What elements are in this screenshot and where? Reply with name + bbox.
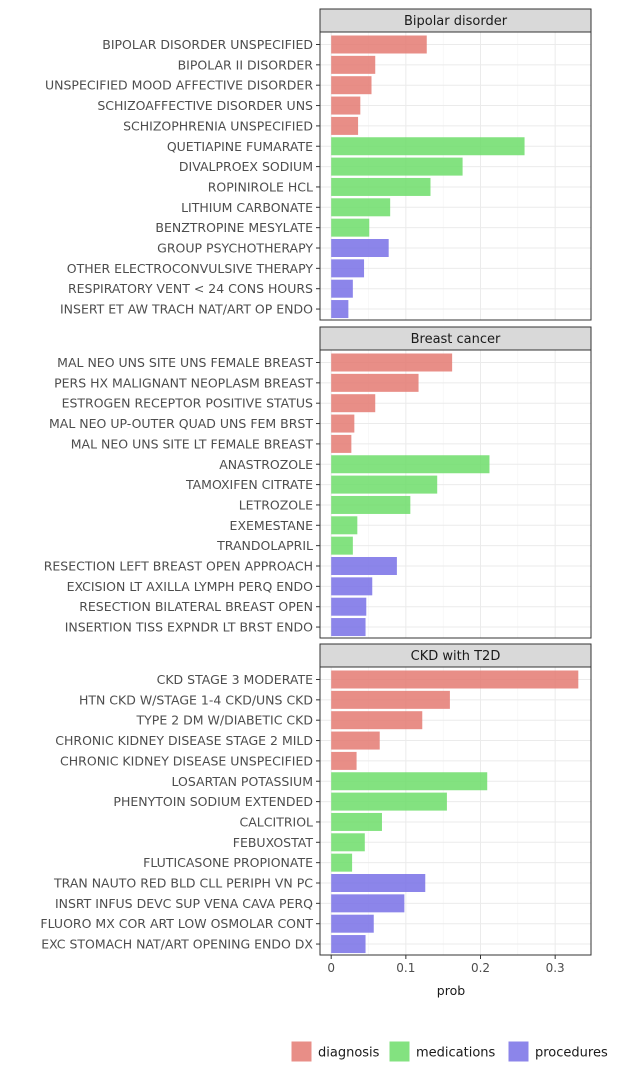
y-tick-label: ESTROGEN RECEPTOR POSITIVE STATUS bbox=[61, 395, 313, 411]
x-axis-title: prob bbox=[436, 983, 466, 998]
y-tick-label: RESECTION BILATERAL BREAST OPEN bbox=[79, 599, 313, 615]
bar-procedures bbox=[331, 577, 372, 595]
bar-medications bbox=[331, 496, 410, 514]
facet-panel bbox=[45, 9, 591, 320]
facet-title: Breast cancer bbox=[410, 332, 501, 347]
y-tick-label: INSERT ET AW TRACH NAT/ART OP ENDO bbox=[60, 301, 313, 317]
bar-diagnosis bbox=[331, 671, 578, 689]
y-tick-label: UNSPECIFIED MOOD AFFECTIVE DISORDER bbox=[45, 77, 313, 93]
bar-diagnosis bbox=[331, 374, 418, 392]
bar-procedures bbox=[331, 280, 353, 298]
bar-diagnosis bbox=[331, 732, 380, 750]
bar-procedures bbox=[331, 259, 364, 277]
bar-medications bbox=[331, 833, 365, 851]
bar-diagnosis bbox=[331, 97, 360, 115]
bar-procedures bbox=[331, 915, 374, 933]
y-tick-label: INSRT INFUS DEVC SUP VENA CAVA PERQ bbox=[54, 895, 313, 911]
legend-label-procedures: procedures bbox=[535, 1045, 608, 1061]
bar-diagnosis bbox=[331, 56, 375, 74]
bar-medications bbox=[331, 516, 357, 534]
facet-title: CKD with T2D bbox=[410, 649, 501, 664]
legend bbox=[291, 1041, 608, 1062]
y-tick-label: RESECTION LEFT BREAST OPEN APPROACH bbox=[43, 558, 313, 574]
x-tick-label: 0 bbox=[327, 961, 336, 975]
bar-medications bbox=[331, 476, 437, 494]
y-tick-label: FLUORO MX COR ART LOW OSMOLAR CONT bbox=[40, 916, 313, 932]
y-tick-label: ROPINIROLE HCL bbox=[207, 179, 313, 195]
y-tick-label: ANASTROZOLE bbox=[219, 456, 313, 472]
y-tick-label: GROUP PSYCHOTHERAPY bbox=[157, 240, 313, 256]
bar-diagnosis bbox=[331, 394, 375, 412]
y-tick-label: MAL NEO UNS SITE LT FEMALE BREAST bbox=[70, 436, 313, 452]
bar-medications bbox=[331, 178, 430, 196]
y-tick-label: EXEMESTANE bbox=[229, 517, 313, 533]
y-tick-label: LETROZOLE bbox=[238, 497, 313, 513]
bar-medications bbox=[331, 219, 369, 237]
bar-diagnosis bbox=[331, 691, 450, 709]
y-tick-label: CHRONIC KIDNEY DISEASE STAGE 2 MILD bbox=[55, 733, 313, 749]
bar-diagnosis bbox=[331, 76, 371, 94]
bar-medications bbox=[331, 854, 352, 872]
y-tick-label: BENZTROPINE MESYLATE bbox=[155, 220, 313, 236]
bar-procedures bbox=[331, 557, 397, 575]
y-tick-label: INSERTION TISS EXPNDR LT BRST ENDO bbox=[64, 619, 313, 635]
bar-diagnosis bbox=[331, 711, 422, 729]
bar-medications bbox=[331, 813, 382, 831]
y-tick-label: BIPOLAR II DISORDER bbox=[177, 57, 313, 73]
bar-procedures bbox=[331, 239, 388, 257]
y-tick-label: SCHIZOPHRENIA UNSPECIFIED bbox=[123, 118, 313, 134]
legend-label-medications: medications bbox=[416, 1045, 496, 1061]
y-tick-label: FEBUXOSTAT bbox=[232, 834, 313, 850]
facet-title: Bipolar disorder bbox=[403, 14, 508, 29]
bar-procedures bbox=[331, 874, 425, 892]
bar-procedures bbox=[331, 935, 365, 953]
legend-swatch-medications bbox=[389, 1041, 410, 1062]
bar-procedures bbox=[331, 598, 366, 616]
y-tick-label: DIVALPROEX SODIUM bbox=[178, 159, 313, 175]
y-tick-label: MAL NEO UP-OUTER QUAD UNS FEM BRST bbox=[48, 416, 313, 432]
bar-procedures bbox=[331, 894, 404, 912]
y-tick-label: MAL NEO UNS SITE UNS FEMALE BREAST bbox=[57, 355, 313, 370]
y-tick-label: LOSARTAN POTASSIUM bbox=[171, 773, 313, 789]
bar-diagnosis bbox=[331, 752, 356, 770]
bar-diagnosis bbox=[331, 415, 354, 433]
facet-panel bbox=[44, 327, 591, 638]
bar-procedures bbox=[331, 300, 348, 318]
legend-label-diagnosis: diagnosis bbox=[318, 1045, 380, 1061]
y-tick-label: TAMOXIFEN CITRATE bbox=[185, 477, 313, 493]
x-tick-label: 0.3 bbox=[545, 961, 565, 975]
y-tick-label: PERS HX MALIGNANT NEOPLASM BREAST bbox=[54, 375, 313, 391]
y-tick-label: EXCISION LT AXILLA LYMPH PERQ ENDO bbox=[66, 578, 313, 594]
y-tick-label: RESPIRATORY VENT < 24 CONS HOURS bbox=[67, 281, 313, 297]
y-tick-label: SCHIZOAFFECTIVE DISORDER UNS bbox=[97, 98, 313, 114]
bar-diagnosis bbox=[331, 354, 452, 372]
bar-medications bbox=[331, 158, 462, 176]
x-axis bbox=[327, 955, 564, 975]
bar-diagnosis bbox=[331, 36, 427, 54]
y-tick-label: BIPOLAR DISORDER UNSPECIFIED bbox=[102, 37, 313, 52]
y-tick-label: OTHER ELECTROCONVULSIVE THERAPY bbox=[66, 260, 313, 276]
x-tick-label: 0.2 bbox=[470, 961, 491, 975]
bar-medications bbox=[331, 455, 489, 473]
x-tick-label: 0.1 bbox=[396, 961, 416, 975]
bar-diagnosis bbox=[331, 435, 351, 453]
y-tick-label: EXC STOMACH NAT/ART OPENING ENDO DX bbox=[41, 936, 313, 952]
bar-medications bbox=[331, 793, 447, 811]
y-tick-label: PHENYTOIN SODIUM EXTENDED bbox=[113, 794, 313, 810]
bar-diagnosis bbox=[331, 117, 358, 135]
bar-procedures bbox=[331, 618, 365, 636]
y-tick-label: TRAN NAUTO RED BLD CLL PERIPH VN PC bbox=[54, 875, 313, 891]
bar-medications bbox=[331, 772, 487, 790]
y-tick-label: CALCITRIOL bbox=[239, 814, 313, 830]
legend-swatch-diagnosis bbox=[291, 1041, 312, 1062]
y-tick-label: TYPE 2 DM W/DIABETIC CKD bbox=[136, 712, 313, 728]
legend-swatch-procedures bbox=[508, 1041, 529, 1062]
y-tick-label: CKD STAGE 3 MODERATE bbox=[156, 672, 313, 687]
y-tick-label: HTN CKD W/STAGE 1-4 CKD/UNS CKD bbox=[78, 692, 313, 708]
y-tick-label: LITHIUM CARBONATE bbox=[181, 199, 313, 215]
y-tick-label: FLUTICASONE PROPIONATE bbox=[143, 855, 313, 871]
facet-panel bbox=[40, 644, 591, 955]
y-tick-label: TRANDOLAPRIL bbox=[217, 538, 313, 554]
y-tick-label: QUETIAPINE FUMARATE bbox=[166, 138, 313, 154]
bar-medications bbox=[331, 137, 524, 155]
bar-medications bbox=[331, 198, 390, 216]
chart-panels bbox=[40, 9, 591, 955]
bar-medications bbox=[331, 537, 353, 555]
y-tick-label: CHRONIC KIDNEY DISEASE UNSPECIFIED bbox=[60, 753, 313, 769]
